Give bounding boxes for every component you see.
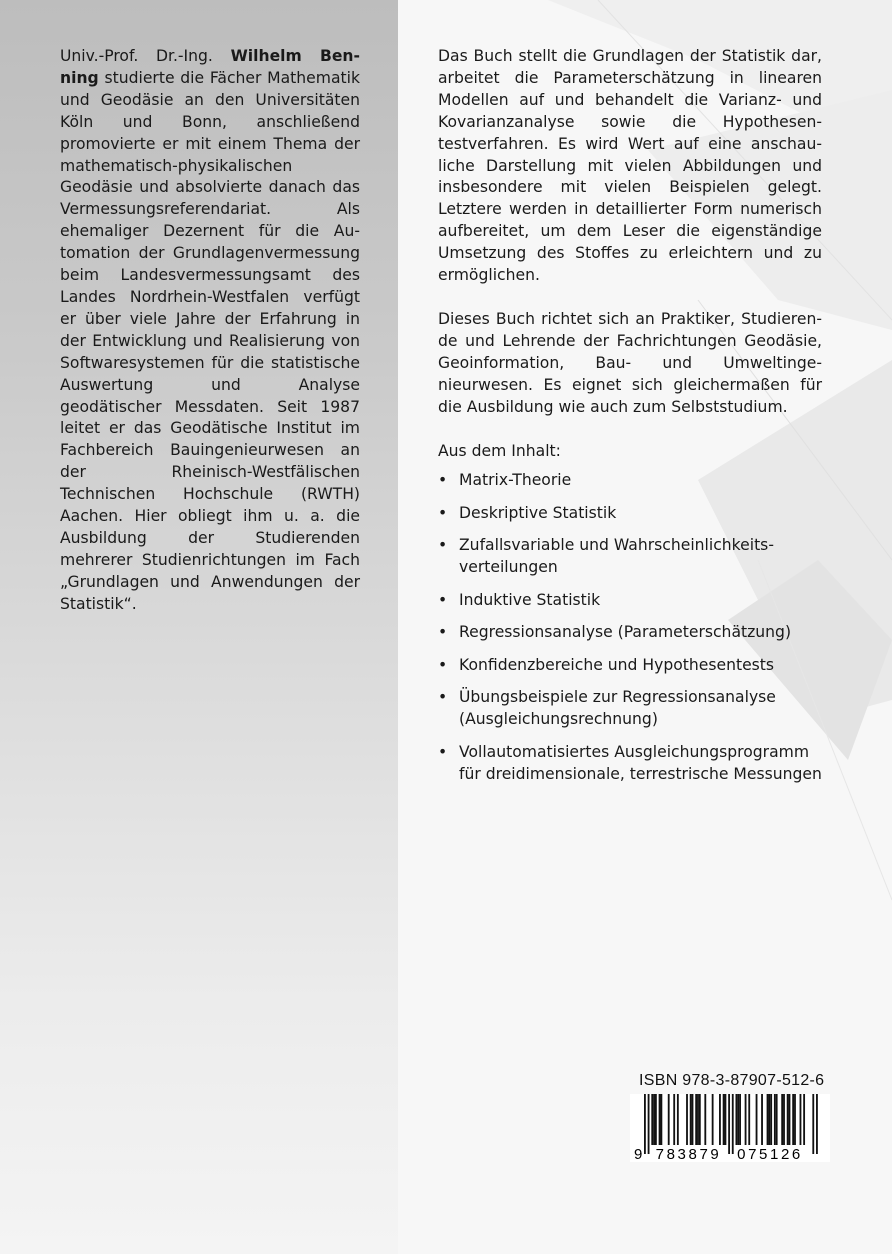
contents-heading: Aus dem Inhalt:	[438, 441, 561, 460]
barcode-bar	[739, 1094, 741, 1145]
bullet-icon: •	[438, 688, 448, 707]
barcode-bar	[653, 1094, 655, 1145]
barcode-bar	[770, 1094, 772, 1145]
barcode-bar	[783, 1094, 785, 1145]
description-paragraph-1: Das Buch stellt die Grundlagen der Statistik dar, arbeitet die Parameterschätzung in linearen Modellen auf und behandelt die Varianz- und Kovarianzanalyse sowie die Hypothesentestverfahren. Es wird Wert auf eine anschauliche Darstellung mit vielen Abbildungen und insbesondere mit vielen Beispielen gelegt. Letztere werden in detaillierter Form numerisch aufbereitet, um dem Leser die eigenständige Umsetzung des Stoffes zu erleichtern und zu ermöglichen.	[438, 47, 822, 285]
description-paragraph-2: Dieses Buch richtet sich an Praktiker, Studierende und Lehrende der Fachrichtungen Geodäsie, Geoinformation, Bau- und Umweltingenieurwesen. Es eignet sich gleichermaßen für die Ausbildung wie auch zum Selbststudium.	[438, 309, 822, 416]
bullet-icon: •	[438, 503, 448, 522]
barcode-bar	[732, 1094, 734, 1154]
barcode-bar	[794, 1094, 796, 1145]
list-item: • Matrix-Theorie	[438, 470, 822, 492]
barcode-bar	[699, 1094, 701, 1145]
barcode-left-digits: 783879	[655, 1146, 722, 1162]
list-item: • Zufallsvariable und Wahrscheinlichkeitsverteilungen	[438, 536, 774, 577]
barcode-right-digits: 075126	[737, 1146, 803, 1162]
barcode	[630, 1094, 830, 1162]
list-item: • Regressionsanalyse (Parameterschätzung)	[438, 622, 822, 644]
barcode-bar	[673, 1094, 675, 1145]
barcode-bar	[648, 1094, 650, 1154]
barcode-bar	[776, 1094, 778, 1145]
barcode-bar	[668, 1094, 670, 1145]
bullet-icon: •	[438, 623, 448, 642]
bullet-icon: •	[438, 655, 448, 674]
barcode-bar	[787, 1094, 789, 1145]
barcode-bar	[728, 1094, 730, 1154]
barcode-bar	[756, 1094, 758, 1145]
description-column	[438, 46, 822, 796]
barcode-bar	[767, 1094, 769, 1145]
barcode-bar	[723, 1094, 725, 1145]
list-item: • Vollautomatisiertes Ausgleichungsprogramm für dreidimensionale, terrestrische Messungen	[438, 742, 822, 783]
barcode-bar	[644, 1094, 646, 1154]
barcode-bar	[736, 1094, 738, 1145]
author-name: Wilhelm Ben-ning	[60, 47, 360, 87]
bullet-icon: •	[438, 536, 448, 555]
barcode-bar	[686, 1094, 688, 1145]
list-item: • Induktive Statistik	[438, 590, 822, 612]
barcode-bar	[768, 1094, 770, 1145]
author-bio	[60, 46, 360, 616]
barcode-first-digit: 9	[634, 1146, 643, 1162]
bullet-icon: •	[438, 471, 448, 490]
barcode-bar	[812, 1094, 814, 1154]
barcode-bar	[792, 1094, 794, 1145]
barcode-bar	[695, 1094, 697, 1145]
barcode-bar	[774, 1094, 776, 1145]
barcode-bar	[789, 1094, 791, 1145]
barcode-bar	[697, 1094, 699, 1145]
barcode-bar	[816, 1094, 818, 1154]
list-item: • Konfidenzbereiche und Hypothesentests	[438, 655, 822, 677]
barcode-bar	[800, 1094, 802, 1145]
bullet-icon: •	[438, 590, 448, 609]
list-item: • Deskriptive Statistik	[438, 503, 822, 525]
barcode-bar	[745, 1094, 747, 1145]
barcode-bar	[725, 1094, 727, 1145]
list-item: • Übungsbeispiele zur Regressionsanalyse (Ausgleichungsrechnung)	[438, 688, 776, 729]
barcode-bar	[748, 1094, 750, 1145]
barcode-bar	[690, 1094, 692, 1145]
barcode-bar	[781, 1094, 783, 1145]
author-bio-text: studierte die Fächer Mathematik und Geodäsie an den Universitäten Köln und Bonn, anschließend promovierte er mit einem Thema der mathematisch-physikalischen Geodäsie und absolvierte danach das Vermessungsreferendariat. Als ehemaliger Dezernent für die Automation der Grundlagenvermessung beim Landesvermessungsamt des Landes Nordrhein-Westfalen verfügt er über viele Jahre der Erfahrung in der Entwicklung und Realisierung von Softwaresystemen für die statistische Auswertung und Analyse geodätischer Messdaten. Seit 1987 leitet er das Geodätische Institut im Fachbereich Bauingenieurwesen an der Rheinisch-Westfälischen Technischen Hochschule (RWTH) Aachen. Hier obliegt ihm u. a. die Ausbildung der Studierenden mehrerer Studienrichtungen im Fach „Grundlagen und Anwendungen der Statistik“.	[60, 68, 360, 613]
isbn-label: ISBN 978-3-87907-512-6	[639, 1072, 825, 1089]
author-prefix: Univ.-Prof. Dr.-Ing.	[60, 47, 231, 65]
barcode-bar	[737, 1094, 739, 1145]
barcode-bar	[761, 1094, 763, 1145]
barcode-bar	[803, 1094, 805, 1145]
barcode-bar	[704, 1094, 706, 1145]
barcode-bar	[677, 1094, 679, 1145]
barcode-bar	[712, 1094, 714, 1145]
barcode-bar	[660, 1094, 662, 1145]
barcode-bar	[692, 1094, 694, 1145]
barcode-bar	[655, 1094, 657, 1145]
barcode-bar	[659, 1094, 661, 1145]
contents-list	[438, 470, 822, 785]
bullet-icon: •	[438, 742, 448, 761]
barcode-bar	[651, 1094, 653, 1145]
barcode-bar	[719, 1094, 721, 1145]
